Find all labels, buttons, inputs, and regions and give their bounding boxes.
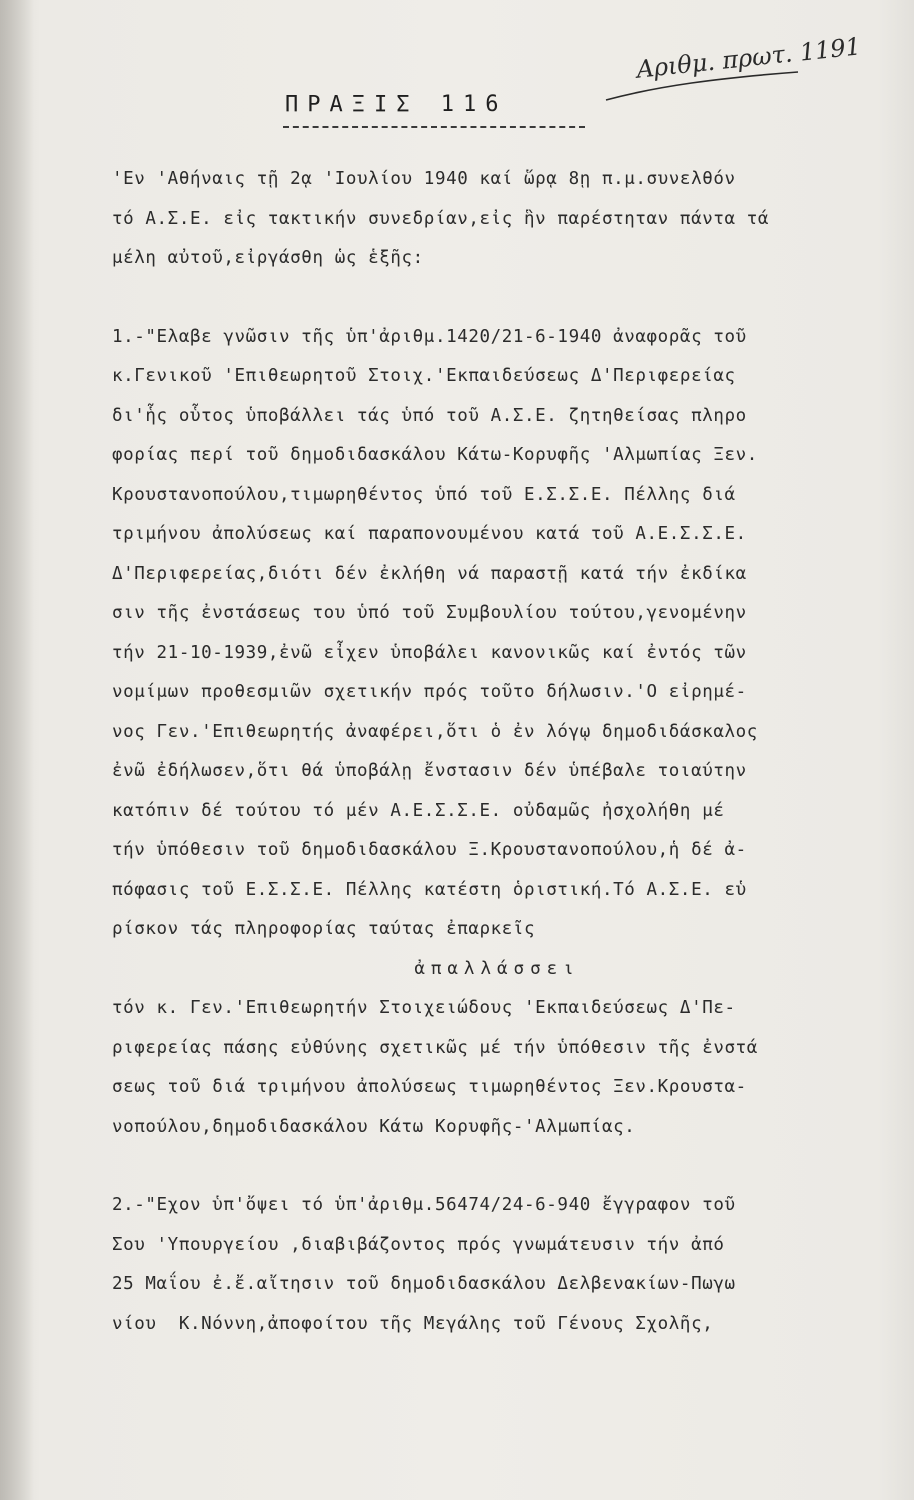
- text-line: 'Εν 'Αθήναις τῇ 2ᾳ 'Ιουλίου 1940 καί ὥρᾳ 8ῃ π.μ.συνελθόν: [112, 169, 736, 189]
- scan-shadow-edge: [0, 0, 34, 1500]
- text-line: νοπούλου,δημοδιδασκάλου Κάτω Κορυφῆς-'Αλμωπίας.: [112, 1116, 636, 1137]
- text-line: τριμήνου ἀπολύσεως καί παραπονουμένου κατά τοῦ Α.Ε.Σ.Σ.Ε.: [112, 524, 747, 544]
- text-line: πόφασις τοῦ Ε.Σ.Σ.Ε. Πέλλης κατέστη ὁριστική.Τό Α.Σ.Ε. εὑ: [112, 879, 747, 900]
- text-line: σεως τοῦ διά τριμήνου ἀπολύσεως τιμωρηθέντος Ξεν.Κρουστα-: [112, 1077, 747, 1097]
- page-title: ΠΡΑΞΙΣ 116: [285, 92, 508, 117]
- text-line: νομίμων προθεσμιῶν σχετικήν πρός τοῦτο δήλωσιν.'Ο εἰρημέ-: [112, 682, 747, 702]
- text-line: Σου 'Υπουργείου ,διαβιβάζοντος πρός γνωμάτευσιν τήν ἀπό: [112, 1234, 725, 1255]
- text-line: τήν ὑπόθεσιν τοῦ δημοδιδασκάλου Ξ.Κρουστανοπούλου,ἡ δέ ἀ-: [112, 840, 747, 860]
- text-line: 25 Μαΐου ἐ.ἔ.αἴτησιν τοῦ δημοδιδασκάλου Δελβενακίων-Πωγω: [112, 1274, 736, 1294]
- text-line: τόν κ. Γεν.'Επιθεωρητήν Στοιχειώδους 'Εκπαιδεύσεως Δ'Πε-: [112, 998, 736, 1018]
- text-line: νος Γεν.'Επιθεωρητής ἀναφέρει,ὅτι ὁ ἐν λόγῳ δημοδιδάσκαλος: [112, 721, 758, 742]
- text-line: ρίσκον τάς πληροφορίας ταύτας ἐπαρκεῖς: [112, 919, 536, 939]
- text-line: φορίας περί τοῦ δημοδιδασκάλου Κάτω-Κορυφῆς 'Αλμωπίας Ξεν.: [112, 445, 758, 465]
- text-line: ριφερείας πάσης εὐθύνης σχετικῶς μέ τήν ὑπόθεσιν τῆς ἐνστά: [112, 1037, 758, 1058]
- text-line: τήν 21-10-1939,ἐνῶ εἶχεν ὑποβάλει κανονικῶς καί ἐντός τῶν: [112, 642, 747, 663]
- handwritten-protocol-number: [598, 32, 868, 108]
- text-line: κατόπιν δέ τούτου τό μέν Α.Ε.Σ.Σ.Ε. οὐδαμῶς ἠσχολήθη μέ: [112, 800, 725, 821]
- text-line: 2.-"Εχον ὑπ'ὄψει τό ὑπ'ἀριθμ.56474/24-6-940 ἔγγραφον τοῦ: [112, 1195, 736, 1215]
- blank-line: [112, 279, 882, 318]
- title-underline: [283, 126, 585, 128]
- text-line: Κρουστανοπούλου,τιμωρηθέντος ὑπό τοῦ Ε.Σ.Σ.Ε. Πέλλης διά: [112, 484, 736, 505]
- text-line: νίου Κ.Νόννη,ἀποφοίτου τῆς Μεγάλης τοῦ Γένους Σχολῆς,: [112, 1313, 714, 1334]
- text-line: ἐνῶ ἐδήλωσεν,ὅτι θά ὑποβάλῃ ἔνστασιν δέν ὑπέβαλε τοιαύτην: [112, 761, 747, 781]
- text-line: σιν τῆς ἐνστάσεως του ὑπό τοῦ Συμβουλίου τούτου,γενομένην: [112, 603, 747, 623]
- text-line: τό Α.Σ.Ε. εἰς τακτικήν συνεδρίαν,εἰς ἣν παρέστηταν πάντα τά: [112, 208, 770, 229]
- document-body: [112, 160, 882, 1344]
- blank-line: [112, 1147, 882, 1186]
- text-line: κ.Γενικοῦ 'Επιθεωρητοῦ Στοιχ.'Εκπαιδεύσεως Δ'Περιφερείας: [112, 366, 736, 386]
- decision-word: ἀπαλλάσσει: [414, 958, 580, 979]
- text-line: δι'ἧς οὗτος ὑποβάλλει τάς ὑπό τοῦ Α.Σ.Ε. ζητηθείσας πληρο: [112, 405, 747, 426]
- text-line: 1.-"Ελαβε γνῶσιν τῆς ὑπ'ἀριθμ.1420/21-6-1940 ἀναφορᾶς τοῦ: [112, 326, 747, 347]
- text-line: Δ'Περιφερείας,διότι δέν ἐκλήθη νά παραστῇ κατά τήν ἐκδίκα: [112, 563, 747, 584]
- handwritten-annotation-text: Αριθμ. πρωτ. 1191: [635, 32, 863, 84]
- text-line: μέλη αὐτοῦ,εἰργάσθη ὡς ἑξῆς:: [112, 248, 424, 268]
